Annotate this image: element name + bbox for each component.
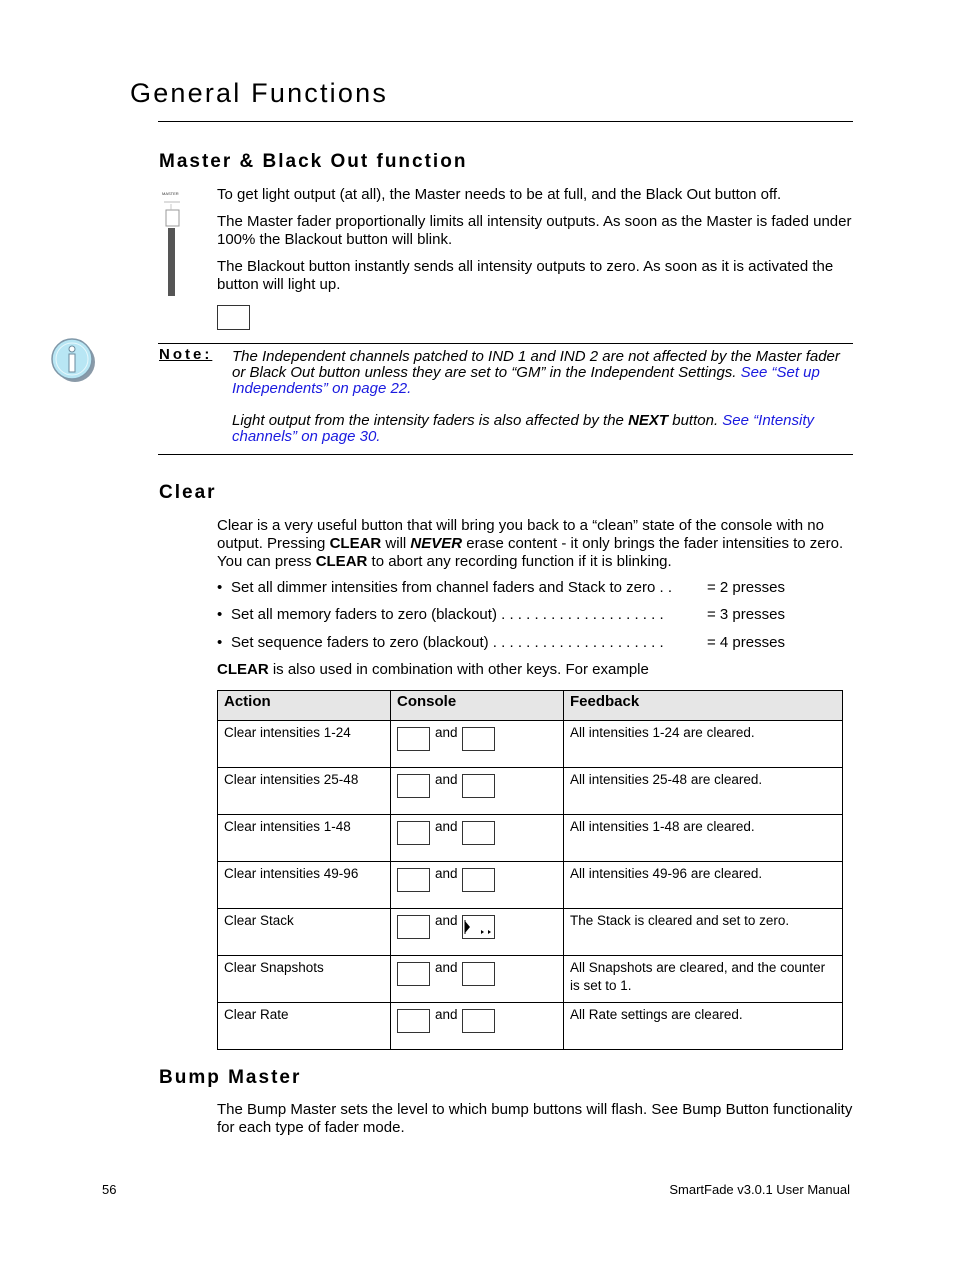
clear-intro-text-2: will [381, 535, 411, 552]
master-paragraph-3: The Blackout button instantly sends all intensity outputs to zero. As soon as it is activated the button will light up. [217, 258, 834, 293]
action-cell: Clear Snapshots [218, 956, 391, 1003]
note-label: Note: [159, 346, 213, 363]
clear-key-icon [397, 962, 430, 986]
table-row [218, 721, 843, 768]
table-row [218, 815, 843, 862]
header-feedback: Feedback [564, 691, 843, 721]
clear-key-icon [397, 868, 430, 892]
stack-go-key-icon [462, 915, 495, 939]
list-item [217, 579, 857, 597]
note-paragraph-2 [232, 413, 853, 445]
key-icon [462, 727, 495, 751]
clear-intro-bold-3: CLEAR [315, 553, 368, 570]
clear-intro-text-1: Clear is a very useful button that will bring you back to a “clean” state of the console with no output. Pressing [217, 517, 824, 552]
master-fader-icon [162, 190, 184, 300]
note-paragraph-1-text: The Independent channels patched to IND 1 and IND 2 are not affected by the Master fader or Black Out button unless they are set to “GM” in the Independent Settings. [232, 348, 840, 381]
feedback-cell: All Rate settings are cleared. [564, 1003, 843, 1050]
console-cell [391, 862, 564, 909]
clear-combo-paragraph [217, 661, 853, 679]
note-bottom-rule [158, 454, 853, 455]
key-icon [462, 821, 495, 845]
clear-intro-never: NEVER [410, 535, 463, 552]
console-cell [391, 721, 564, 768]
note-paragraph-2-pre: Light output from the intensity faders is also affected by the [232, 412, 629, 429]
table-row [218, 768, 843, 815]
table-row [218, 1003, 843, 1050]
bullet-text: Set sequence faders to zero (blackout) . . . . . . . . . . . . . . . . . . . . . [231, 634, 664, 651]
and-word: and [435, 866, 458, 881]
table-row [218, 862, 843, 909]
note-paragraph-1 [232, 349, 853, 397]
action-cell: Clear intensities 25-48 [218, 768, 391, 815]
feedback-cell: All intensities 1-24 are cleared. [564, 721, 843, 768]
clear-section-heading: Clear [159, 482, 217, 503]
console-cell [391, 909, 564, 956]
action-cell: Clear Stack [218, 909, 391, 956]
and-word: and [435, 913, 458, 928]
bullet-dot: • [217, 579, 223, 596]
clear-key-icon [397, 774, 430, 798]
page-number: 56 [102, 1182, 117, 1197]
list-item [217, 634, 857, 652]
blackout-button-icon [217, 305, 250, 330]
bullet-text: Set all memory faders to zero (blackout) . . . . . . . . . . . . . . . . . . . . [231, 606, 664, 623]
clear-combo-text: is also used in combination with other keys. For example [268, 661, 649, 678]
feedback-cell: All intensities 49-96 are cleared. [564, 862, 843, 909]
clear-key-icon [397, 821, 430, 845]
header-action: Action [218, 691, 391, 721]
feedback-cell: The Stack is cleared and set to zero. [564, 909, 843, 956]
intensity-channels-link[interactable]: See “Intensity channels” on page 30. [232, 412, 815, 445]
and-word: and [435, 960, 458, 975]
clear-intro-text-4: to abort any recording function if it is blinking. [367, 553, 672, 570]
bullet-result: = 3 presses [707, 606, 785, 623]
and-word: and [435, 819, 458, 834]
clear-intro-paragraph [217, 517, 853, 571]
set-up-independents-link[interactable]: See “Set up Independents” on page 22. [232, 364, 820, 397]
console-cell [391, 1003, 564, 1050]
chapter-title: General Functions [130, 78, 389, 108]
note-next-bold: NEXT [628, 412, 669, 429]
key-icon [462, 868, 495, 892]
table-header-row [218, 691, 843, 721]
master-paragraph-2: The Master fader proportionally limits all intensity outputs. As soon as the Master is faded under 100% the Blackout button will blink. [217, 213, 852, 248]
and-word: and [435, 1007, 458, 1022]
action-cell: Clear intensities 49-96 [218, 862, 391, 909]
clear-key-icon [397, 915, 430, 939]
clear-combo-bold: CLEAR [217, 661, 269, 678]
clear-intro-bold-1: CLEAR [329, 535, 382, 552]
note-paragraph-2-post: button. [668, 412, 723, 429]
master-fader-label: MASTER [162, 191, 179, 196]
bullet-dot: • [217, 606, 223, 623]
action-cell: Clear intensities 1-24 [218, 721, 391, 768]
feedback-cell: All intensities 25-48 are cleared. [564, 768, 843, 815]
header-console: Console [391, 691, 564, 721]
bullet-text: Set all dimmer intensities from channel faders and Stack to zero . . [231, 579, 673, 596]
and-word: and [435, 725, 458, 740]
key-icon [462, 1009, 495, 1033]
bump-master-heading: Bump Master [159, 1067, 302, 1088]
list-item [217, 606, 857, 624]
console-cell [391, 815, 564, 862]
clear-intro-text-3: erase content - it only brings the fader intensities to zero. You can press [217, 535, 844, 570]
clear-combinations-table [217, 690, 843, 1050]
and-word: and [435, 772, 458, 787]
bump-master-paragraph: The Bump Master sets the level to which bump buttons will flash. See Bump Button functionality for each type of fader mode. [217, 1101, 853, 1136]
action-cell: Clear Rate [218, 1003, 391, 1050]
info-icon [50, 337, 98, 385]
table-row [218, 956, 843, 1003]
action-cell: Clear intensities 1-48 [218, 815, 391, 862]
key-icon [462, 962, 495, 986]
key-icon [462, 774, 495, 798]
feedback-cell: All Snapshots are cleared, and the counter is set to 1. [564, 956, 843, 1003]
bullet-result: = 4 presses [707, 634, 785, 651]
chapter-rule [158, 121, 853, 122]
console-cell [391, 768, 564, 815]
feedback-cell: All intensities 1-48 are cleared. [564, 815, 843, 862]
console-cell [391, 956, 564, 1003]
master-section-heading: Master & Black Out function [159, 151, 468, 172]
note-top-rule [158, 343, 853, 344]
clear-key-icon [397, 1009, 430, 1033]
bullet-dot: • [217, 634, 223, 651]
master-paragraph-1: To get light output (at all), the Master needs to be at full, and the Black Out button off. [217, 186, 782, 203]
manual-title: SmartFade v3.0.1 User Manual [669, 1182, 850, 1197]
table-row [218, 909, 843, 956]
bullet-result: = 2 presses [707, 579, 785, 596]
clear-key-icon [397, 727, 430, 751]
